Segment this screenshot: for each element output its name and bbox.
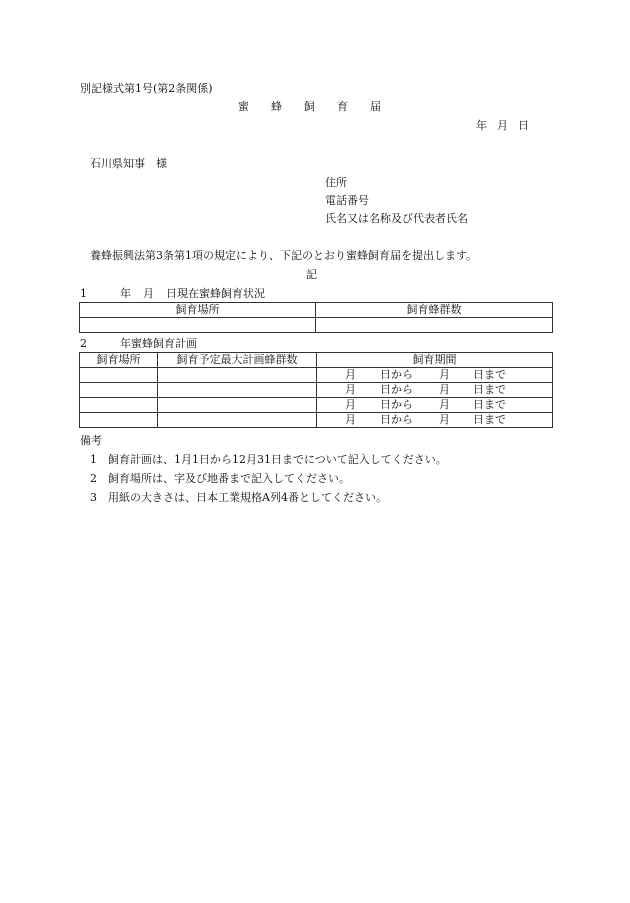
date-line — [476, 119, 539, 133]
period-cell[interactable] — [317, 413, 553, 428]
date-month: 月 — [497, 119, 508, 132]
period-day-to: 日まで — [473, 368, 506, 381]
address-label: 住所 — [325, 176, 347, 189]
period-cell[interactable] — [317, 383, 553, 398]
form-reference: 別記様式第1号(第2条関係) — [80, 82, 213, 95]
section1-heading-text: 日現在蜜蜂飼育状況 — [166, 287, 265, 300]
table-row — [80, 383, 553, 398]
period-month-from: 月 — [345, 383, 356, 396]
max-colonies-cell[interactable] — [158, 383, 317, 398]
location-cell[interactable] — [80, 318, 316, 333]
table-row — [80, 318, 553, 333]
body-text: 養蜂振興法第3条第1項の規定により、下記のとおり蜜蜂飼育届を提出します。 — [90, 249, 478, 262]
column-header-period: 飼育期間 — [317, 353, 553, 368]
period-cell[interactable] — [317, 398, 553, 413]
period-day-from: 日から — [380, 398, 413, 411]
remark-text: 飼育計画は、1月1日から12月31日までについて記入してください。 — [108, 453, 447, 466]
max-colonies-cell[interactable] — [158, 368, 317, 383]
remark-text: 用紙の大きさは、日本工業規格A列4番としてください。 — [108, 491, 387, 504]
table-row — [80, 368, 553, 383]
period-month-to: 月 — [439, 413, 450, 426]
location-cell[interactable] — [80, 383, 158, 398]
remark-item — [90, 472, 350, 486]
section1-number: 1 — [80, 287, 87, 300]
location-cell[interactable] — [80, 413, 158, 428]
title-char: 育 — [337, 100, 348, 113]
max-colonies-cell[interactable] — [158, 413, 317, 428]
name-label: 氏名又は名称及び代表者氏名 — [325, 212, 468, 225]
period-day-to: 日まで — [473, 413, 506, 426]
section1-heading — [80, 287, 265, 301]
column-header-location: 飼育場所 — [80, 303, 316, 318]
location-cell[interactable] — [80, 398, 158, 413]
title-char: 届 — [370, 100, 381, 113]
document-title — [238, 100, 403, 114]
addressee: 石川県知事 様 — [90, 157, 167, 170]
period-month-from: 月 — [345, 368, 356, 381]
title-char: 蜜 — [238, 100, 249, 113]
max-colonies-cell[interactable] — [158, 398, 317, 413]
section1-year: 年 — [120, 287, 131, 300]
remark-number: 2 — [90, 472, 97, 485]
table-row — [80, 398, 553, 413]
period-day-to: 日まで — [473, 398, 506, 411]
table-header-row — [80, 303, 553, 318]
current-status-table — [79, 302, 553, 333]
remarks-heading: 備考 — [80, 434, 102, 447]
period-month-to: 月 — [439, 368, 450, 381]
period-day-from: 日から — [380, 413, 413, 426]
section2-heading — [80, 337, 197, 351]
period-month-from: 月 — [345, 398, 356, 411]
section1-month: 月 — [143, 287, 154, 300]
period-day-to: 日まで — [473, 383, 506, 396]
period-day-from: 日から — [380, 368, 413, 381]
column-header-location: 飼育場所 — [80, 353, 158, 368]
remark-item — [90, 453, 447, 467]
period-month-to: 月 — [439, 383, 450, 396]
ki-label: 記 — [306, 268, 317, 281]
remark-number: 3 — [90, 491, 97, 504]
title-char: 蜂 — [271, 100, 282, 113]
date-day: 日 — [518, 119, 529, 132]
table-row — [80, 413, 553, 428]
colonies-cell[interactable] — [316, 318, 553, 333]
plan-table — [79, 352, 553, 428]
phone-label: 電話番号 — [325, 194, 369, 207]
location-cell[interactable] — [80, 368, 158, 383]
remark-number: 1 — [90, 453, 97, 466]
column-header-colonies: 飼育蜂群数 — [316, 303, 553, 318]
title-char: 飼 — [304, 100, 315, 113]
period-cell[interactable] — [317, 368, 553, 383]
period-day-from: 日から — [380, 383, 413, 396]
table-header-row — [80, 353, 553, 368]
remark-item — [90, 491, 387, 505]
remark-text: 飼育場所は、字及び地番まで記入してください。 — [108, 472, 350, 485]
date-year: 年 — [476, 119, 487, 132]
period-month-to: 月 — [439, 398, 450, 411]
period-month-from: 月 — [345, 413, 356, 426]
section2-heading-text: 年蜜蜂飼育計画 — [120, 337, 197, 350]
section2-number: 2 — [80, 337, 87, 350]
column-header-max-colonies: 飼育予定最大計画蜂群数 — [158, 353, 317, 368]
